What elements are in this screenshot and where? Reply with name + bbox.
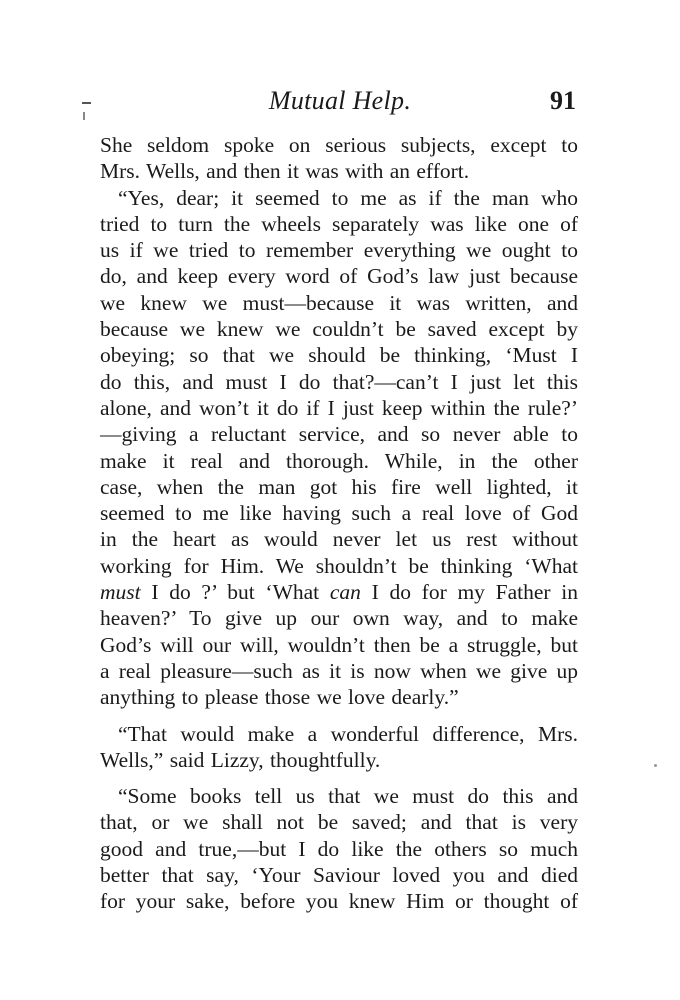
- text-line: we knew we must—because it was written, and: [100, 290, 578, 315]
- text-line: us if we tried to remember everything we ought to: [100, 238, 578, 263]
- margin-mark-bar: [82, 102, 91, 104]
- text-line: obeying; so that we should be thinking, ‘Must I: [100, 343, 578, 368]
- text-line: case, when the man got his fire well lighted, it: [100, 474, 578, 499]
- page-header: [100, 84, 580, 120]
- margin-mark-tick: [83, 112, 85, 120]
- text-segment: I do for my Father in: [360, 580, 578, 605]
- text-line: that, or we shall not be saved; and that is very: [100, 810, 578, 835]
- page-number: 91: [550, 86, 576, 115]
- text-line: God’s will our will, wouldn’t then be a struggle, but: [100, 632, 578, 657]
- text-line: good and true,—but I do like the others so much: [100, 836, 578, 861]
- text-line: working for Him. We shouldn’t be thinking ‘What: [100, 553, 578, 578]
- paper-speck: [654, 764, 657, 767]
- text-line: Wells,” said Lizzy, thoughtfully.: [100, 747, 381, 772]
- text-line: make it real and thorough. While, in the other: [100, 448, 578, 473]
- text-line: “Some books tell us that we must do this and: [118, 784, 578, 809]
- text-line: “That would make a wonderful difference, Mrs.: [118, 721, 578, 746]
- text-line: “Yes, dear; it seemed to me as if the man who: [118, 185, 578, 210]
- margin-mark: [82, 100, 92, 122]
- text-line: do, and keep every word of God’s law just because: [100, 264, 578, 289]
- text-line: tried to turn the wheels separately was like one of: [100, 211, 578, 236]
- text-line: —giving a reluctant service, and so never able to: [100, 422, 578, 447]
- text-line: anything to please those we love dearly.”: [100, 685, 459, 710]
- text-line: heaven?’ To give up our own way, and to make: [100, 606, 578, 631]
- text-line: in the heart as would never let us rest without: [100, 527, 578, 552]
- emphasis-must: must: [100, 580, 141, 605]
- text-line: for your sake, before you knew Him or thought of: [100, 889, 578, 914]
- emphasis-can: can: [329, 580, 361, 605]
- text-line: seemed to me like having such a real love of God: [100, 501, 578, 526]
- text-line: alone, and won’t it do if I just keep within the rule?’: [100, 395, 578, 420]
- body-text: [100, 132, 578, 915]
- text-line-with-italics: [100, 579, 578, 605]
- text-line: do this, and must I do that?—can’t I just let this: [100, 369, 578, 394]
- text-segment: I do ?’ but ‘What: [140, 580, 330, 605]
- text-line: a real pleasure—such as it is now when we give up: [100, 658, 578, 683]
- text-line: because we knew we couldn’t be saved except by: [100, 317, 578, 342]
- text-line: She seldom spoke on serious subjects, except to: [100, 133, 578, 157]
- running-title: Mutual Help.: [268, 86, 412, 115]
- text-line: Mrs. Wells, and then it was with an effort.: [100, 159, 470, 184]
- text-line: better that say, ‘Your Saviour loved you and died: [100, 863, 578, 888]
